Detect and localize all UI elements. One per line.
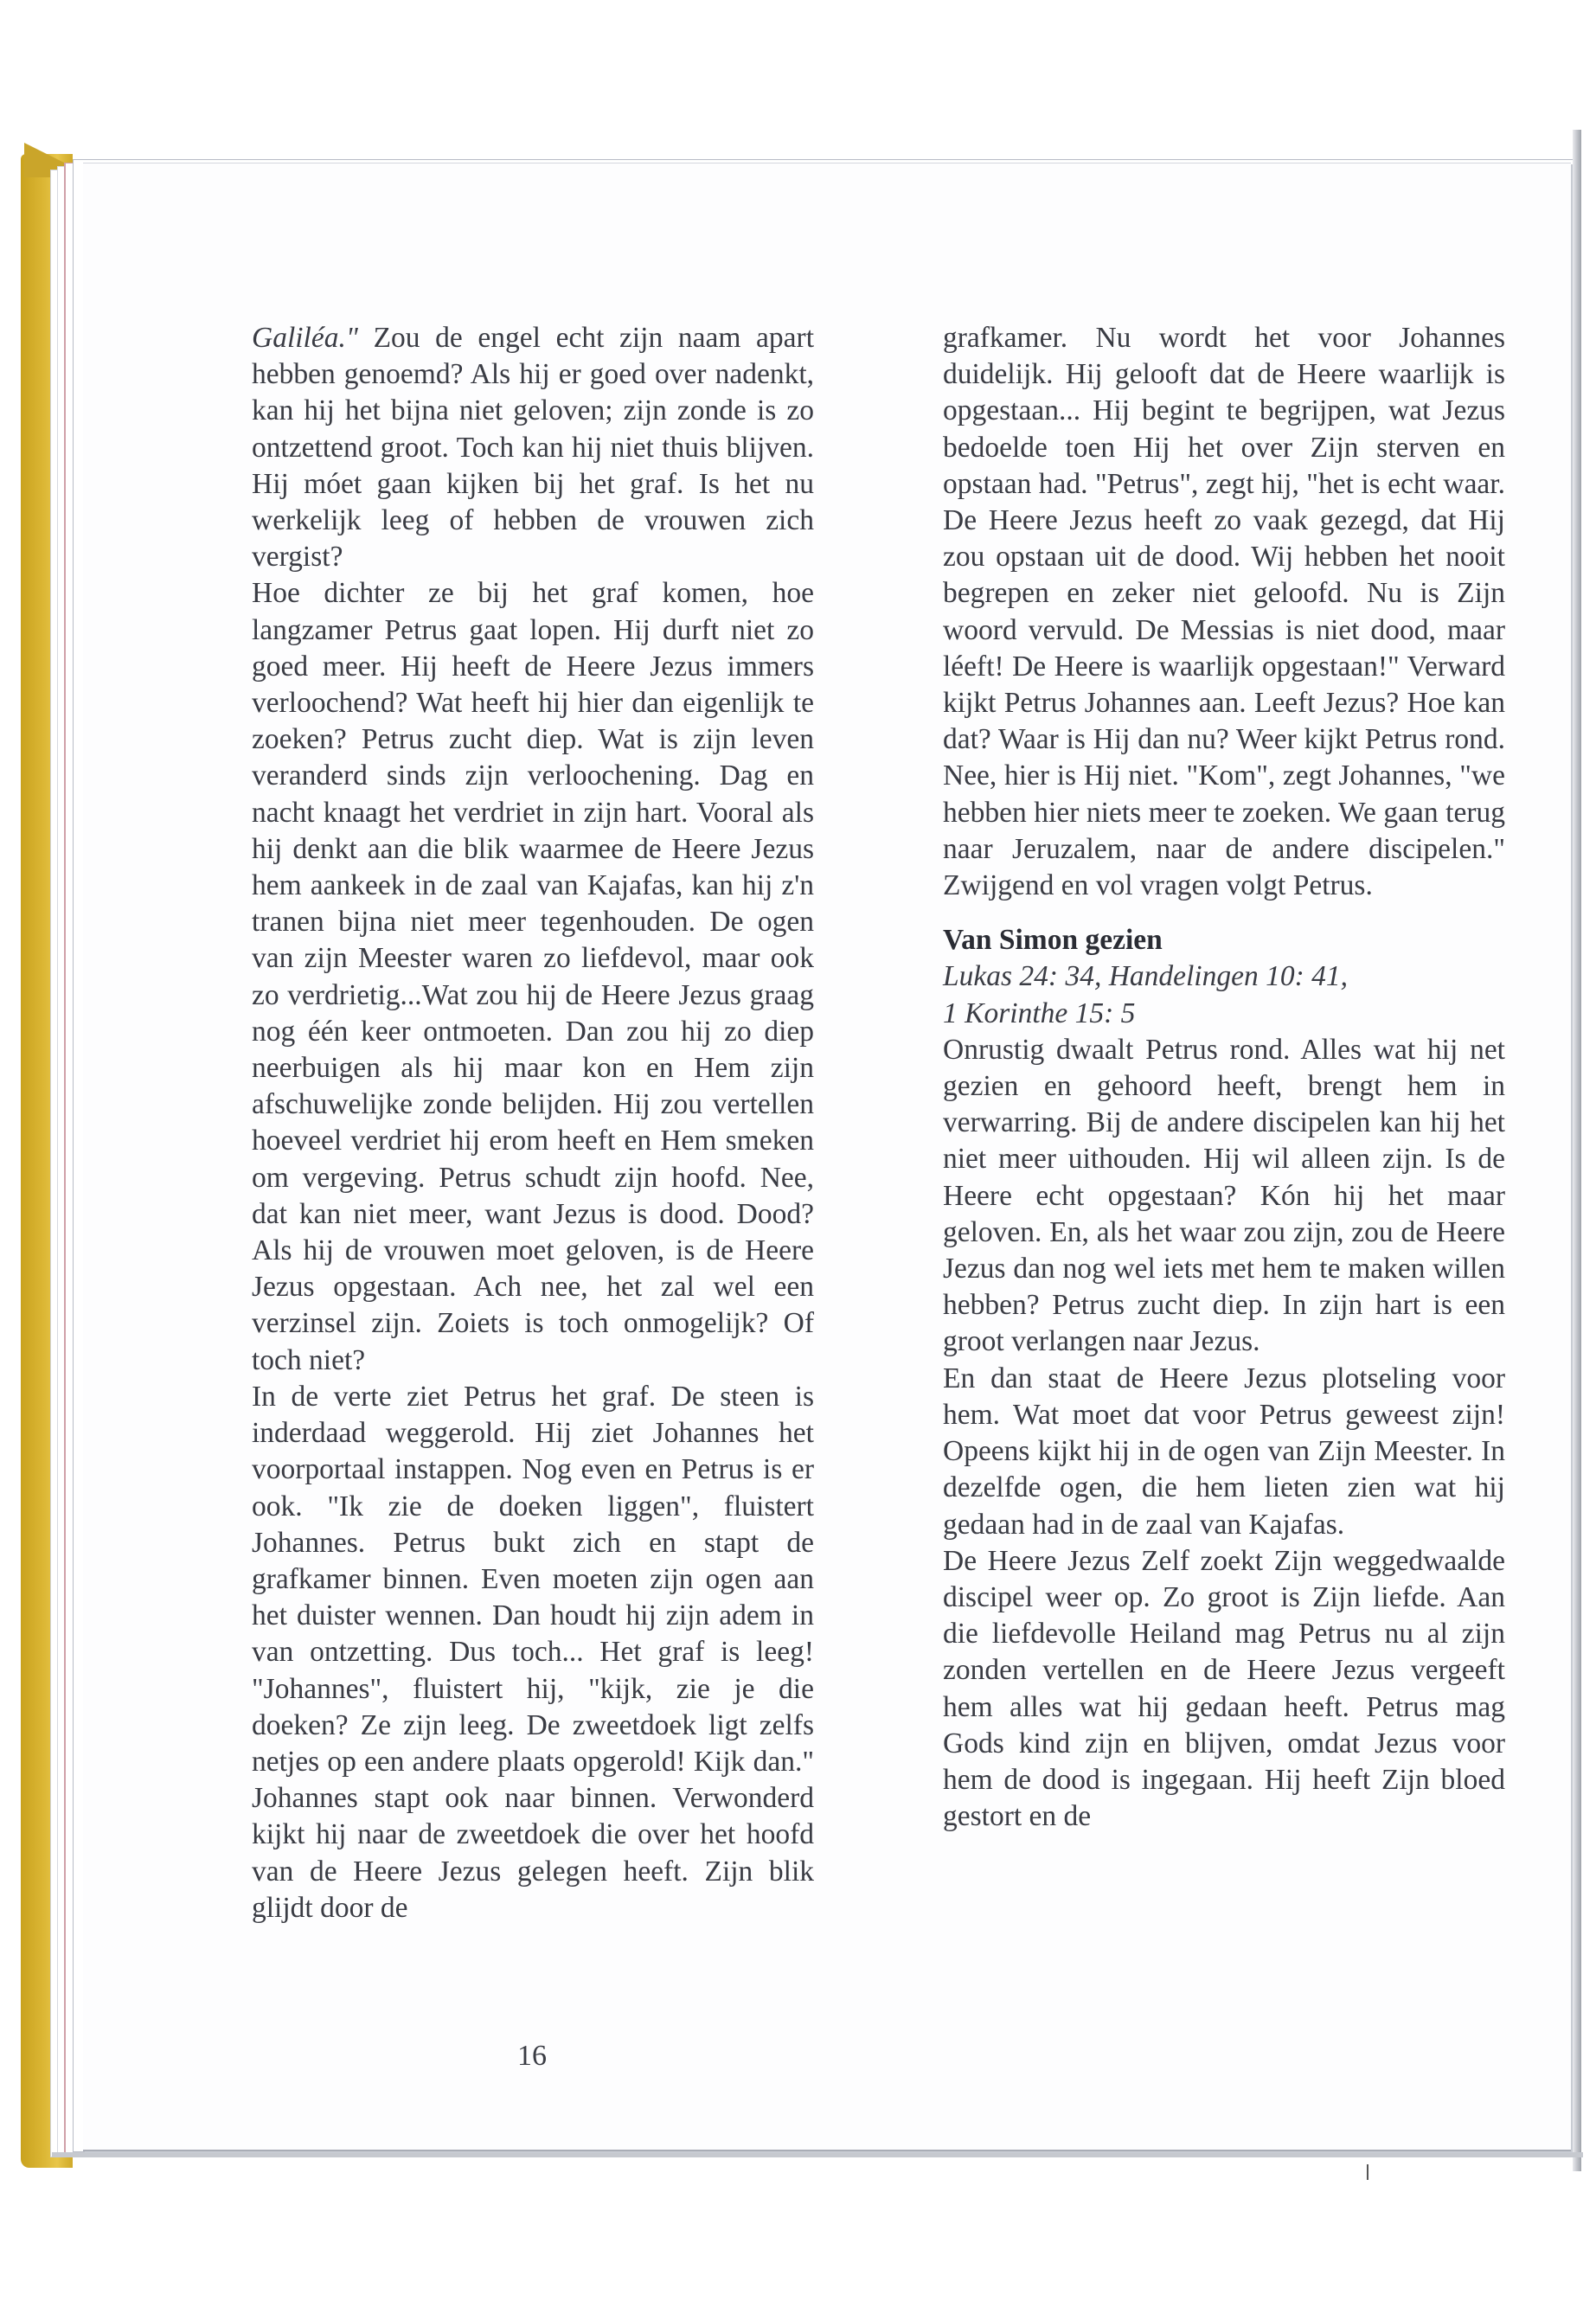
- book-right-edge: [1573, 130, 1581, 2171]
- paragraph: [252, 575, 814, 1378]
- right-column: [943, 320, 1505, 1835]
- paragraph-text: Zou de engel echt zijn naam apart hebben genoemd? Als hij er goed over nadenkt, kan hij het bijna niet geloven; zijn zonde is zo ontzettend groot. Toch kan hij niet thuis blijven. Hij móet gaan kijken bij het graf. Is het nu werkelijk leeg of hebben de vrouwen zich vergist?: [252, 322, 814, 574]
- scripture-references: [943, 958, 1505, 1031]
- paragraph-text: In de verte ziet Petrus het graf. De steen is inderdaad weggerold. Hij ziet Johannes het voorportaal instappen. Nog even en Petrus is er ook. "Ik zie de doeken liggen", fluistert Johannes. Petrus bukt zich en stapt de grafkamer binnen. Even moeten zijn ogen aan het duister wennen. Dan houdt hij zijn adem in van ontzetting. Dus toch... Het graf is leeg! "Johannes", fluistert hij, "kijk, zie je die doeken? Ze zijn leeg. De zweetdoek ligt zelfs netjes op een andere plaats opgerold! Kijk dan." Johannes stapt ook naar binnen. Verwonderd kijkt hij naar de zweetdoek die over het hoofd van de Heere Jezus gelegen heeft. Zijn blik glijdt door de: [252, 1380, 814, 1924]
- paragraph: Onrustig dwaalt Petrus rond. Alles wat hij net gezien en gehoord heeft, brengt hem in verwarring. Bij de andere discipelen kan hij het niet meer uithouden. Hij wil alleen zijn. Is de Heere echt opgestaan? Kón hij het maar geloven. En, als het waar zou zijn, zou de Heere Jezus dan nog wel iets met hem te maken willen hebben? Petrus zucht diep. In zijn hart is een groot verlangen naar Jezus.: [943, 1033, 1505, 1358]
- page-number: 16: [517, 2040, 547, 2072]
- section-heading: Van Simon gezien: [943, 924, 1163, 957]
- left-column: [252, 320, 814, 1926]
- paragraph: [252, 1379, 814, 1926]
- paragraph: De Heere Jezus Zelf zoekt Zijn weggedwaalde discipel weer op. Zo groot is Zijn liefde. Aan die liefdevolle Heiland mag Petrus nu al zijn zonden vertellen en de Heere Jezus vergeeft hem alles wat hij gedaan heeft. Petrus mag Gods kind zijn en blijven, omdat Jezus voor hem de dood is ingegaan. Hij heeft Zijn bloed gestort en de: [943, 1544, 1505, 1833]
- paragraph: En dan staat de Heere Jezus plotseling voor hem. Wat moet dat voor Petrus geweest zijn! Opeens kijkt hij in de ogen van Zijn Meester. In dezelfde ogen, die hem lieten zien wat hij gedaan had in de zaal van Kajafas.: [943, 1362, 1505, 1541]
- book-bottom-edge: [52, 2152, 1583, 2157]
- scan-mark: [1367, 2164, 1368, 2180]
- reference-line: 1 Korinthe 15: 5: [943, 997, 1136, 1029]
- paragraph: grafkamer. Nu wordt het voor Johannes duidelijk. Hij gelooft dat de Heere waarlijk is opgestaan... Hij begint te begrijpen, wat Jezus bedoelde toen Hij het over Zijn sterven en opstaan had. "Petrus", zegt hij, "het is echt waar. De Heere Jezus heeft zo vaak gezegd, dat Hij zou opstaan uit de dood. Wij hebben het nooit begrepen en zeker niet geloofd. Nu is Zijn woord vervuld. De Messias is niet dood, maar léeft! De Heere is waarlijk opgestaan!" Verward kijkt Petrus Johannes aan. Leeft Jezus? Hoe kan dat? Waar is Hij dan nu? Weer kijkt Petrus rond. Nee, hier is Hij niet. "Kom", zegt Johannes, "we hebben hier niets meer te zoeken. We gaan terug naar Jeruzalem, naar de andere discipelen." Zwijgend en vol vragen volgt Petrus.: [943, 322, 1505, 902]
- italic-lead: Galiléa.": [252, 322, 358, 354]
- reference-line: Lukas 24: 34, Handelingen 10: 41,: [943, 960, 1349, 993]
- paragraph: [252, 320, 814, 575]
- paragraph-text: Hoe dichter ze bij het graf komen, hoe langzamer Petrus gaat lopen. Hij durft niet zo goed meer. Hij heeft de Heere Jezus immers verloochend? Wat heeft hij hier dan eigenlijk te zoeken? Petrus zucht diep. Wat is zijn leven veranderd sinds zijn verloochening. Dag en nacht knaagt het verdriet in zijn hart. Vooral als hij denkt aan die blik waarmee de Heere Jezus hem aankeek in de zaal van Kajafas, kan hij z'n tranen bijna niet meer tegenhouden. De ogen van zijn Meester waren zo liefdevol, maar ook zo verdrietig...Wat zou hij de Heere Jezus graag nog één keer ontmoeten. Dan zou hij zo diep neerbuigen als hij maar kon en Hem zijn afschuwelijke zonde belijden. Hij zou vertellen hoeveel verdriet hij erom heeft en Hem smeken om vergeving. Petrus schudt zijn hoofd. Nee, dat kan niet meer, want Jezus is dood. Dood? Als hij de vrouwen moet geloven, is de Heere Jezus opgestaan. Ach nee, het zal wel een verzinsel zijn. Zoiets is toch onmogelijk? Of toch niet?: [252, 577, 814, 1376]
